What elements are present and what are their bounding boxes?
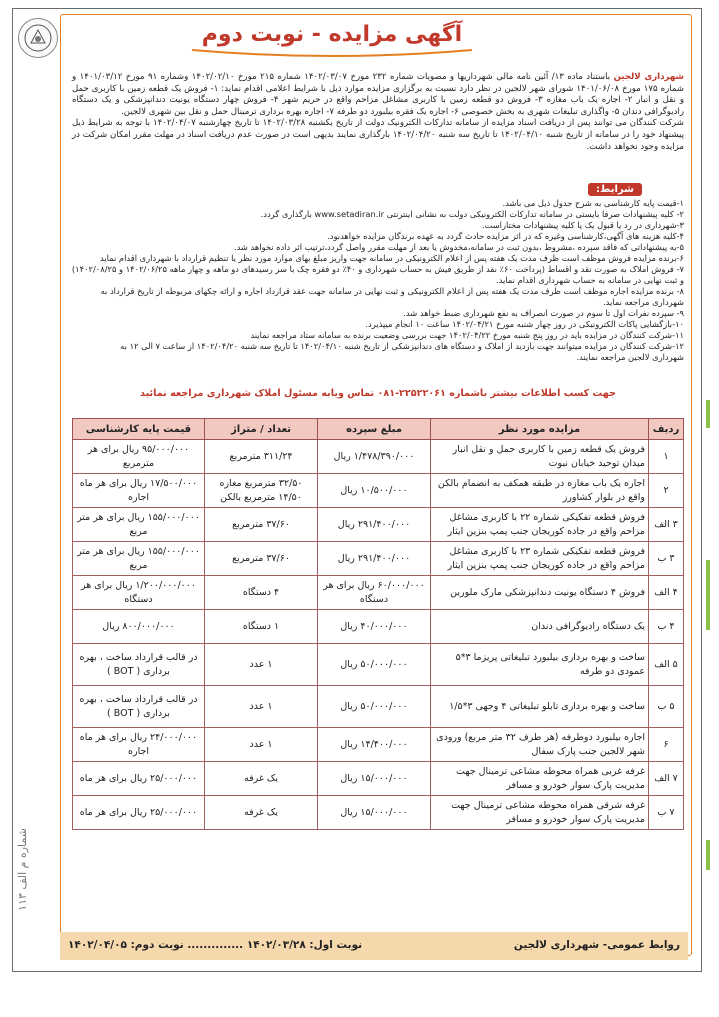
condition-item: ۳-شهرداری در رد یا قبول یک یا کلیه پیشنهادات مختاراست. — [481, 220, 684, 230]
cell-price: ۲۴/۰۰۰/۰۰۰ ریال برای هر ماه اجاره — [73, 728, 205, 762]
table-header-row — [73, 419, 684, 440]
cell-deposit: ۱۵/۰۰۰/۰۰۰ ریال — [318, 796, 431, 830]
cell-price: در قالب قرارداد ساخت ، بهره برداری ( BOT ) — [73, 644, 205, 686]
table-row — [73, 508, 684, 542]
cell-row-number: ۴ ب — [649, 610, 684, 644]
cell-deposit: ۵۰/۰۰۰/۰۰۰ ریال — [318, 644, 431, 686]
table-row — [73, 474, 684, 508]
cell-qty: ۳۱۱/۲۴ مترمربع — [205, 440, 318, 474]
cell-item: ساخت و بهره برداری تابلو تبلیغاتی ۴ وجهی ۳*۱/۵ — [431, 686, 649, 728]
cell-deposit: ۶۰/۰۰۰/۰۰۰ ریال برای هر دستگاه — [318, 576, 431, 610]
footer-dates: نوبت اول: ۱۴۰۲/۰۳/۲۸ .............. نوبت دوم: ۱۴۰۲/۰۴/۰۵ — [68, 939, 363, 951]
cell-deposit: ۱۰/۵۰۰/۰۰۰ ریال — [318, 474, 431, 508]
cell-item: غرفه شرقی همراه محوطه مشاعی ترمینال جهت مدیریت پارک سوار خودرو و مسافر — [431, 796, 649, 830]
cell-item: اجاره بیلبورد دوطرفه (هر طرف ۳۲ متر مربع) ورودی شهر لالجین جنب پارک سفال — [431, 728, 649, 762]
condition-item: ۱-قیمت پایه کارشناسی به شرح جدول ذیل می باشد. — [502, 198, 684, 208]
cell-qty: یک غرفه — [205, 762, 318, 796]
side-reference-number: شماره م الف ۱۱۳ — [16, 828, 29, 911]
cell-row-number: ۱ — [649, 440, 684, 474]
cell-qty: ۱ عدد — [205, 686, 318, 728]
cell-row-number: ۳ الف — [649, 508, 684, 542]
cell-deposit: ۲۹۱/۴۰۰/۰۰۰ ریال — [318, 542, 431, 576]
intro-text — [72, 72, 684, 153]
cell-qty: یک غرفه — [205, 796, 318, 830]
cell-item: ساخت و بهره برداری بیلبورد تبلیغاتی پریزما ۳*۵ عمودی دو طرفه — [431, 644, 649, 686]
table-row — [73, 542, 684, 576]
intro-paragraph-2: شرکت کنندگان می توانند پس از دریافت اسناد مزایده از سامانه تدارکات الکترونیک دولت از تاریخ یکشنبه ۱۴۰۲/۰۳/۲۸ تا تاریخ چهارشنبه ۱۴۰۲/۰۴/۰۷ با توجه به شرایط ذیل پیشنهاد خود را در سامانه از تاریخ شنبه ۱۴۰۲/۰۴/۱۰ تا تاریخ سه شنبه ۱۴۰۲/۰۴/۲۰ بارگذاری نمایند بدیهی است در صورت عدم دریافت اسناد در مهلت مقرر امکان شرکت در مزایده وجود نخواهد داشت. — [72, 118, 684, 152]
cell-row-number: ۷ ب — [649, 796, 684, 830]
conditions-title: شرایط: — [588, 183, 642, 196]
intro-paragraph-1: باستناد ماده ۱۳/ آئین نامه مالی شهرداریها و مصوبات شماره ۲۳۲ مورخ ۱۴۰۲/۰۳/۰۷ شماره ۲۱۵ مورخ ۱۴۰۲/۰۲/۱۰ وشماره ۹۱ مورخ ۱۴۰۱/۰۳/۱۲ و شماره ۱۷۵ مورخ ۱۴۰۱/۰۶/۰۸ شورای شهر لالجین در نظر دارد نسبت به برگزاری مزایده موارد ذیل با شرایط اعلامی اقدام نماید: ۱- فروش یک قطعه زمین با کاربری حمل و نقل و انبار ۲- اجاره یک باب مغازه ۳- فروش دو قطعه زمین با کاربری مشاغل مزاحم واقع در حریم شهر ۴- فروش چهار دستگاه یونیت دندانپزشکی و یک دستگاه رادیوگرافی دندان ۵- واگذاری تبلیغات شهری به بخش خصوصی ۶- اجاره یک فقره بیلبورد دو طرفه ۷- اجاره بهره برداری ترمینال حمل و نقل بین شهری لالجین. — [72, 72, 685, 117]
cell-row-number: ۲ — [649, 474, 684, 508]
cell-price: ۲۵/۰۰۰/۰۰۰ ریال برای هر ماه — [73, 762, 205, 796]
col-qty: تعداد / متراژ — [205, 419, 318, 440]
cell-row-number: ۶ — [649, 728, 684, 762]
footer-bar — [60, 932, 688, 960]
condition-item: ۸- برنده مزایده اجاره موظف است ظرف مدت یک هفته پس از اعلام الکترونیکی و ثبت نهایی در سامانه جهت عقد قرارداد اجاره و ارائه چکهای مربوطه از تاریخ قرارداد به — [100, 286, 684, 296]
table-row — [73, 644, 684, 686]
cell-row-number: ۳ ب — [649, 542, 684, 576]
emblem-icon — [23, 23, 53, 53]
cell-qty: ۱ عدد — [205, 644, 318, 686]
cell-item: فروش ۴ دستگاه یونیت دندانپزشکی مارک ملورین — [431, 576, 649, 610]
ad-sheet — [12, 8, 702, 1008]
cell-qty: ۴ دستگاه — [205, 576, 318, 610]
condition-item: ۵-به پیشنهاداتی که فاقد سپرده ،مشروط ،بدون ثبت در سامانه،مخدوش یا بعد از مهلت مقرر واصل گردد،ترتیب اثر داده نخواهد شد. — [233, 242, 684, 252]
intro-lead: شهرداری لالجین — [613, 72, 684, 82]
cell-row-number: ۵ الف — [649, 644, 684, 686]
cell-qty: ۱ دستگاه — [205, 610, 318, 644]
condition-item: ۹- سپرده نفرات اول تا سوم در صورت انصراف به نفع شهرداری ضبط خواهد شد. — [403, 308, 684, 318]
cell-item: غرفه غربی همراه محوطه مشاعی ترمینال جهت مدیریت پارک سوار خودرو و مسافر — [431, 762, 649, 796]
col-deposit: مبلغ سپرده — [318, 419, 431, 440]
condition-item: ۷- فروش املاک به صورت نقد و اقساط (پرداخت ۶۰٪ نقد از طریق فیش به حساب شهرداری و ۴۰٪ دو فقره چک با سر رسیدهای دو ماهه و چهار ماهه ۱۴۰۲/۰۶/۲۵ و ۱۴۰۲/۰۸/۲۵) — [72, 264, 684, 274]
table-row — [73, 728, 684, 762]
cell-row-number: ۴ الف — [649, 576, 684, 610]
cell-row-number: ۵ ب — [649, 686, 684, 728]
contact-line: جهت کسب اطلاعات بیشتر باشماره ۲۲۵۲۲۰۶۱-۰۸۱ تماس ویابه مسئول املاک شهرداری مراجعه نمائید — [140, 388, 616, 399]
condition-item: ۱۲-شرکت کنندگان در مزایده میتوانند جهت بازدید از املاک و دستگاه های دندانپزشکی از تاریخ شنبه ۱۴۰۲/۰۴/۱۰ تا تاریخ سه شنبه ۱۴۰۲/۰۴/۲۰ از ساعت ۷ الی ۱۲ به — [120, 341, 684, 351]
cell-price: در قالب قرارداد ساخت ، بهره برداری ( BOT ) — [73, 686, 205, 728]
conditions-list — [72, 198, 684, 363]
cell-item: اجاره یک باب مغازه در طبقه همکف به انضمام بالکن واقع در بلوار کشاورز — [431, 474, 649, 508]
col-item: مزایده مورد نظر — [431, 419, 649, 440]
municipality-logo — [18, 18, 58, 58]
condition-item: ۱۱-شرکت کنندگان در مزایده باید در روز پنج شنبه مورخ ۱۴۰۲/۰۴/۲۲ جهت بررسی وضعیت برنده به سامانه ستاد مراجعه نمایند — [250, 330, 684, 340]
cell-deposit: ۴۰/۰۰۰/۰۰۰ ریال — [318, 610, 431, 644]
cell-deposit: ۱/۴۷۸/۳۹۰/۰۰۰ ریال — [318, 440, 431, 474]
table-row — [73, 762, 684, 796]
cell-item: فروش قطعه تفکیکی شماره ۲۳ با کاربری مشاغل مزاحم واقع در جاده کوریجان جنب پمپ بنزین ایثار — [431, 542, 649, 576]
footer-publisher: روابط عمومی- شهرداری لالجین — [513, 939, 680, 951]
cell-deposit: ۵۰/۰۰۰/۰۰۰ ریال — [318, 686, 431, 728]
table-row — [73, 440, 684, 474]
cell-qty: ۳۷/۶۰ مترمربع — [205, 542, 318, 576]
col-price: قیمت پایه کارشناسی — [73, 419, 205, 440]
cell-row-number: ۷ الف — [649, 762, 684, 796]
side-marker — [706, 400, 710, 428]
cell-deposit: ۲۹۱/۴۰۰/۰۰۰ ریال — [318, 508, 431, 542]
cell-deposit: ۱۵/۰۰۰/۰۰۰ ریال — [318, 762, 431, 796]
condition-item: شهرداری لالجین مراجعه نمایند. — [576, 352, 684, 362]
condition-item: ۲- کلیه پیشنهادات صرفا بایستی در سامانه تدارکات الکترونیکی دولت به نشانی اینترنتی www.setadiran.ir بارگذاری گردد. — [260, 209, 684, 219]
table-row — [73, 686, 684, 728]
cell-price: ۱۵۵/۰۰۰/۰۰۰ ریال برای هر متر مربع — [73, 542, 205, 576]
table-row — [73, 576, 684, 610]
cell-price: ۱/۲۰۰/۰۰۰/۰۰۰ ریال برای هر دستگاه — [73, 576, 205, 610]
condition-item: ۴-کلیه هزینه های آگهی،کارشناسی وغیره که در اثر مزایده حادث گردد به عهده برندگان مزایده خواهدبود. — [327, 231, 684, 241]
cell-price: ۲۵/۰۰۰/۰۰۰ ریال برای هر ماه — [73, 796, 205, 830]
cell-qty: ۱ عدد — [205, 728, 318, 762]
cell-qty: ۳۲/۵۰ مترمربع مغازه ۱۴/۵۰ مترمربع بالکن — [205, 474, 318, 508]
table-row — [73, 796, 684, 830]
condition-item: شهرداری مراجعه نماید. — [603, 297, 684, 307]
items-table — [72, 418, 684, 830]
cell-deposit: ۱۴/۴۰۰/۰۰۰ ریال — [318, 728, 431, 762]
cell-price: ۱۵۵/۰۰۰/۰۰۰ ریال برای هر متر مربع — [73, 508, 205, 542]
table-row — [73, 610, 684, 644]
cell-price: ۹۵/۰۰۰/۰۰۰ ریال برای هر مترمربع — [73, 440, 205, 474]
cell-item: فروش قطعه تفکیکی شماره ۲۲ با کاربری مشاغل مزاحم واقع در جاده کوریجان جنب پمپ بنزین ایثار — [431, 508, 649, 542]
cell-item: فروش یک قطعه زمین با کاربری حمل و نقل انبار میدان توحید خیابان نبوت — [431, 440, 649, 474]
condition-item: ۶-برنده مزایده فروش موظف است ظرف مدت یک هفته پس از اعلام الکترونیکی در سامانه جهت واریز مبلغ بهای موارد مورد نظر یا تنظیم قرارداد با شهرداری اقدام نماید — [100, 253, 684, 263]
side-marker — [706, 840, 710, 870]
condition-item: و ثبت نهایی در سامانه به حساب شهرداری اقدام نماید. — [496, 275, 684, 285]
cell-qty: ۳۷/۶۰ مترمربع — [205, 508, 318, 542]
cell-price: ۸۰۰/۰۰۰/۰۰۰ ریال — [73, 610, 205, 644]
side-marker — [706, 560, 710, 630]
col-row: ردیف — [649, 419, 684, 440]
cell-price: ۱۷/۵۰۰/۰۰۰ ریال برای هر ماه اجاره — [73, 474, 205, 508]
cell-item: یک دستگاه رادیوگرافی دندان — [431, 610, 649, 644]
condition-item: ۱۰-بازگشایی پاکات الکترونیکی در روز چهار شنبه مورخ ۱۴۰۲/۰۴/۲۱ ساعت ۱۰ انجام میپذیرد. — [365, 319, 684, 329]
page-title: آگهی مزایده - نوبت دوم — [201, 22, 463, 47]
